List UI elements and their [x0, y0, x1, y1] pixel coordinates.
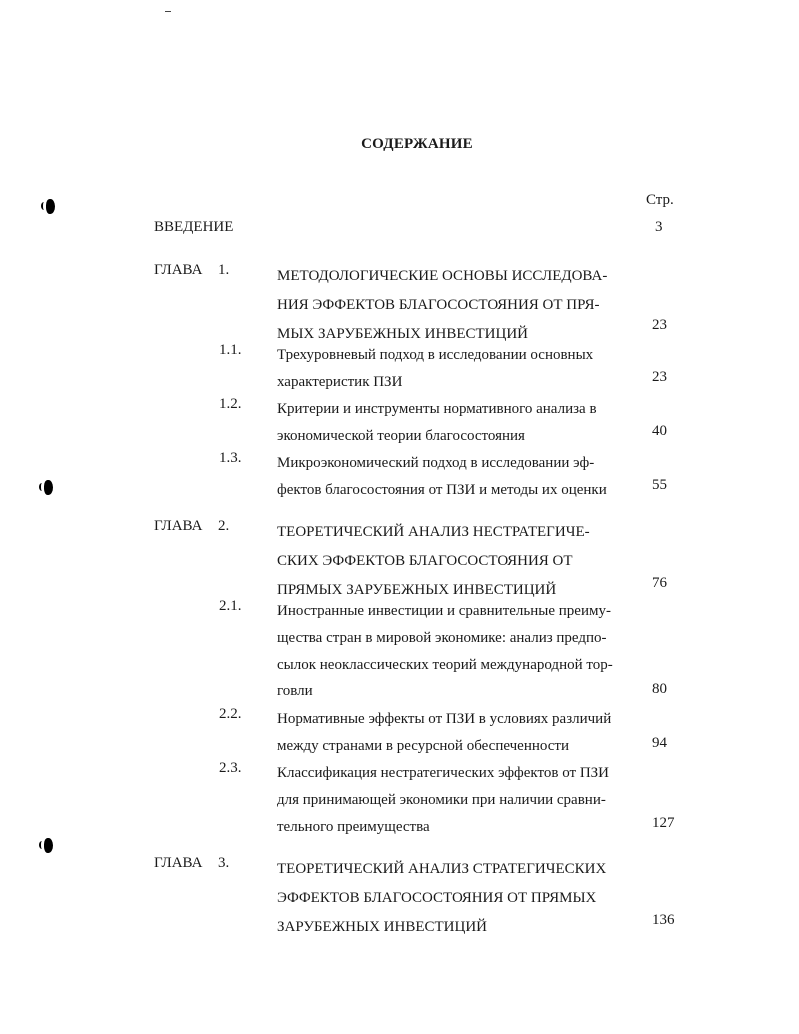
chapter-page-number: 136 [652, 912, 675, 928]
section-title: Иностранные инвестиции и сравнительные преиму- щества стран в мировой экономике: анализ предпо- сылок неоклассических теорий международной тор- говли [277, 603, 613, 700]
section-page-number: 127 [652, 815, 675, 831]
section-number: 1.2. [219, 396, 242, 412]
section-page-number: 23 [652, 369, 667, 385]
punch-hole-mark [44, 838, 53, 853]
chapter-number: 3. [218, 855, 230, 871]
intro-page-number: 3 [655, 219, 663, 235]
chapter-number: 2. [218, 518, 230, 534]
chapter-title: ТЕОРЕТИЧЕСКИЙ АНАЛИЗ СТРАТЕГИЧЕСКИХ ЭФФЕКТОВ БЛАГОСОСТОЯНИЯ ОТ ПРЯМЫХ ЗАРУБЕЖНЫХ ИНВЕСТИЦИЙ [277, 861, 607, 935]
page-column-header: Стр. [646, 192, 674, 208]
section-number: 2.2. [219, 706, 242, 722]
section-page-number: 94 [652, 735, 667, 751]
section-title: Трехуровневый подход в исследовании основных характеристик ПЗИ [277, 347, 594, 390]
section-number: 2.1. [219, 598, 242, 614]
chapter-number: 1. [218, 262, 230, 278]
section-page-number: 55 [652, 477, 667, 493]
intro-label: ВВЕДЕНИЕ [154, 219, 234, 235]
section-title: Микроэкономический подход в исследовании эф- фектов благосостояния от ПЗИ и методы их оценки [277, 455, 607, 498]
section-number: 2.3. [219, 760, 242, 776]
punch-hole-mark [46, 199, 55, 214]
section-number: 1.1. [219, 342, 242, 358]
scan-speck [165, 11, 171, 12]
chapter-page-number: 76 [652, 575, 667, 591]
section-page-number: 80 [652, 681, 667, 697]
punch-hole-mark [44, 480, 53, 495]
chapter-label: ГЛАВА [154, 518, 203, 534]
section-title: Классификация нестратегических эффектов от ПЗИ для принимающей экономики при наличии сравни- тельного преимущества [277, 765, 609, 835]
section-title: Нормативные эффекты от ПЗИ в условиях различий между странами в ресурсной обеспеченности [277, 711, 612, 754]
chapter-title: ТЕОРЕТИЧЕСКИЙ АНАЛИЗ НЕСТРАТЕГИЧЕ- СКИХ ЭФФЕКТОВ БЛАГОСОСТОЯНИЯ ОТ ПРЯМЫХ ЗАРУБЕЖНЫХ ИНВЕСТИЦИЙ [277, 524, 590, 598]
section-title: Критерии и инструменты нормативного анализа в экономической теории благосостояния [277, 401, 597, 444]
section-page-number: 40 [652, 423, 667, 439]
chapter-title: МЕТОДОЛОГИЧЕСКИЕ ОСНОВЫ ИССЛЕДОВА- НИЯ ЭФФЕКТОВ БЛАГОСОСТОЯНИЯ ОТ ПРЯ- МЫХ ЗАРУБЕЖНЫХ ИНВЕСТИЦИЙ [277, 268, 608, 342]
chapter-label: ГЛАВА [154, 855, 203, 871]
chapter-label: ГЛАВА [154, 262, 203, 278]
section-number: 1.3. [219, 450, 242, 466]
chapter-page-number: 23 [652, 317, 667, 333]
page-title: СОДЕРЖАНИЕ [361, 136, 473, 152]
